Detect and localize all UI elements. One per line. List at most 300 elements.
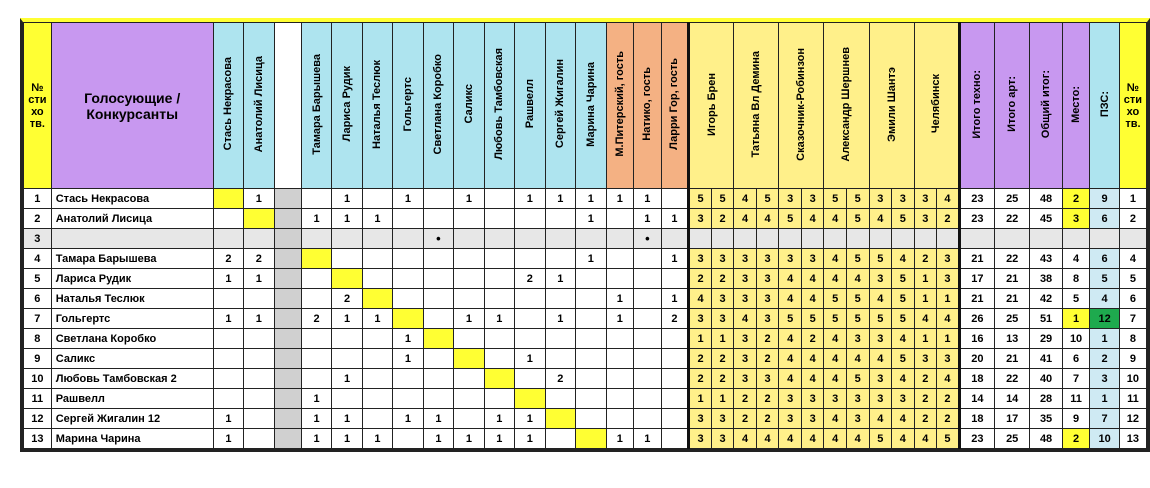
- vote-cell: [301, 369, 331, 389]
- vote-cell: [454, 269, 484, 289]
- vote-cell: 1: [545, 189, 575, 209]
- vote-cell: 1: [515, 349, 545, 369]
- place-cell: 6: [1062, 349, 1090, 369]
- jury-score-cell: 3: [756, 369, 779, 389]
- table-row: [24, 409, 1147, 429]
- vote-cell: 1: [244, 189, 274, 209]
- vote-cell: 1: [484, 409, 514, 429]
- jury-score-cell: 4: [824, 269, 847, 289]
- pzs-cell: 1: [1090, 389, 1120, 409]
- vote-cell: [213, 369, 243, 389]
- jury-score-cell: 4: [824, 209, 847, 229]
- art-total: 25: [995, 309, 1030, 329]
- row-num: 4: [24, 249, 52, 269]
- row-num: 1: [24, 189, 52, 209]
- jury-score-cell: 3: [779, 409, 802, 429]
- table-title: Голосующие / Конкурсанты: [51, 23, 213, 189]
- jury-header-1: [734, 23, 779, 189]
- pzs-cell: 12: [1090, 309, 1120, 329]
- guest-vote-cell: [606, 209, 634, 229]
- jury-score-cell: 4: [892, 409, 915, 429]
- vote-cell: [362, 389, 392, 409]
- jury-score-cell: 5: [711, 189, 734, 209]
- contestant-name: Анатолий Лисица: [51, 209, 213, 229]
- jury-header-4-label: Эмили Шантэ: [885, 66, 898, 142]
- tech-total: 18: [959, 369, 994, 389]
- vote-cell: [213, 349, 243, 369]
- guest-vote-cell: [606, 369, 634, 389]
- vote-cell: [484, 249, 514, 269]
- jury-score-cell: 2: [734, 409, 757, 429]
- jury-score-cell: 3: [734, 289, 757, 309]
- vote-cell: [515, 249, 545, 269]
- voter-header-12-label: Марина Чарина: [584, 61, 597, 147]
- jury-score-cell: 2: [756, 349, 779, 369]
- guest-vote-cell: [661, 189, 689, 209]
- num-header-right: № сти хо тв.: [1119, 23, 1146, 189]
- vote-cell: [545, 389, 575, 409]
- jury-score-cell: [756, 229, 779, 249]
- jury-score-cell: 5: [779, 309, 802, 329]
- vote-cell: [274, 409, 301, 429]
- num-header: № сти хо тв.: [24, 23, 52, 189]
- guest-vote-cell: 2: [661, 309, 689, 329]
- jury-score-cell: 4: [756, 209, 779, 229]
- jury-score-cell: 5: [937, 429, 960, 449]
- vote-cell: [576, 309, 606, 329]
- row-num-right: 6: [1119, 289, 1146, 309]
- guest-vote-cell: [661, 269, 689, 289]
- vote-cell: 1: [515, 409, 545, 429]
- results-table-frame: [20, 18, 1150, 452]
- jury-score-cell: 1: [914, 329, 937, 349]
- jury-score-cell: 3: [689, 209, 712, 229]
- overall-total: 45: [1030, 209, 1062, 229]
- jury-score-cell: 4: [801, 209, 824, 229]
- jury-score-cell: 4: [869, 209, 892, 229]
- jury-score-cell: 3: [689, 409, 712, 429]
- vote-cell: [213, 329, 243, 349]
- vote-cell: [484, 329, 514, 349]
- voter-header-0: [213, 23, 243, 189]
- jury-score-cell: 5: [869, 429, 892, 449]
- vote-cell: 1: [362, 429, 392, 449]
- jury-score-cell: 2: [914, 409, 937, 429]
- jury-score-cell: 4: [892, 429, 915, 449]
- contestant-name: Стась Некрасова: [51, 189, 213, 209]
- jury-score-cell: 5: [846, 369, 869, 389]
- pzs-cell: 7: [1090, 409, 1120, 429]
- voter-header-11: [545, 23, 575, 189]
- art-total: 22: [995, 369, 1030, 389]
- vote-cell: [332, 229, 362, 249]
- jury-score-cell: 5: [892, 309, 915, 329]
- vote-cell: [515, 289, 545, 309]
- jury-score-cell: 1: [711, 329, 734, 349]
- jury-score-cell: 4: [801, 429, 824, 449]
- table-row: [24, 289, 1147, 309]
- voter-header-12: [576, 23, 606, 189]
- jury-score-cell: 4: [846, 429, 869, 449]
- pzs-cell: 1: [1090, 329, 1120, 349]
- art-total: 25: [995, 429, 1030, 449]
- art-total: 21: [995, 269, 1030, 289]
- jury-score-cell: [846, 229, 869, 249]
- vote-cell: [393, 369, 423, 389]
- jury-score-cell: 3: [869, 389, 892, 409]
- guest-vote-cell: [661, 369, 689, 389]
- jury-score-cell: 1: [689, 329, 712, 349]
- contestant-name: [51, 229, 213, 249]
- total-header-2: [1030, 23, 1062, 189]
- jury-score-cell: 5: [892, 209, 915, 229]
- jury-score-cell: 3: [734, 369, 757, 389]
- jury-score-cell: 1: [711, 389, 734, 409]
- guest-vote-cell: 1: [606, 309, 634, 329]
- contestant-name: Рашвелл: [51, 389, 213, 409]
- voter-header-7: [423, 23, 453, 189]
- vote-cell: [213, 209, 243, 229]
- jury-score-cell: 2: [711, 209, 734, 229]
- jury-score-cell: 4: [689, 289, 712, 309]
- voter-header-5-label: Наталья Теслюк: [371, 59, 384, 149]
- vote-cell: [332, 329, 362, 349]
- jury-score-cell: 2: [689, 349, 712, 369]
- jury-score-cell: 4: [892, 249, 915, 269]
- vote-cell: 1: [301, 209, 331, 229]
- jury-score-cell: 3: [869, 189, 892, 209]
- tech-total: 23: [959, 209, 994, 229]
- guest-vote-cell: 1: [606, 429, 634, 449]
- pzs-cell: 4: [1090, 289, 1120, 309]
- table-row: [24, 349, 1147, 369]
- vote-cell: [274, 249, 301, 269]
- jury-score-cell: 3: [801, 249, 824, 269]
- contestant-name: Саликс: [51, 349, 213, 369]
- jury-score-cell: 3: [756, 289, 779, 309]
- jury-score-cell: 3: [689, 309, 712, 329]
- vote-cell: [454, 329, 484, 349]
- voter-header-6: [393, 23, 423, 189]
- jury-score-cell: 1: [937, 289, 960, 309]
- vote-cell: 1: [301, 409, 331, 429]
- overall-total: 40: [1030, 369, 1062, 389]
- vote-cell: [274, 349, 301, 369]
- row-num-right: 4: [1119, 249, 1146, 269]
- vote-cell: [545, 349, 575, 369]
- jury-score-cell: 3: [937, 249, 960, 269]
- vote-cell: [274, 289, 301, 309]
- row-num-right: 9: [1119, 349, 1146, 369]
- vote-cell: 1: [393, 409, 423, 429]
- contestant-name: Марина Чарина: [51, 429, 213, 449]
- vote-cell: 1: [244, 309, 274, 329]
- vote-cell: [545, 289, 575, 309]
- voter-header-10: [515, 23, 545, 189]
- jury-score-cell: [734, 229, 757, 249]
- vote-cell: [362, 409, 392, 429]
- overall-total: 38: [1030, 269, 1062, 289]
- row-num: 10: [24, 369, 52, 389]
- jury-score-cell: 4: [869, 409, 892, 429]
- vote-cell: [393, 289, 423, 309]
- tech-total: 20: [959, 349, 994, 369]
- vote-cell: 1: [244, 269, 274, 289]
- vote-cell: [301, 329, 331, 349]
- guest-vote-cell: [661, 349, 689, 369]
- vote-cell: [545, 429, 575, 449]
- jury-score-cell: 1: [689, 389, 712, 409]
- voter-header-9: [484, 23, 514, 189]
- jury-score-cell: 4: [824, 369, 847, 389]
- guest-vote-cell: [634, 329, 662, 349]
- voter-header-1: [244, 23, 274, 189]
- jury-score-cell: 5: [846, 209, 869, 229]
- guest-vote-cell: [634, 309, 662, 329]
- jury-header-5-label: Челябинск: [930, 74, 943, 134]
- table-row: [24, 209, 1147, 229]
- place-cell: 2: [1062, 189, 1090, 209]
- jury-score-cell: 5: [824, 309, 847, 329]
- jury-score-cell: 5: [869, 249, 892, 269]
- jury-score-cell: [711, 229, 734, 249]
- jury-score-cell: 4: [869, 289, 892, 309]
- vote-cell: [423, 269, 453, 289]
- total-header-1-label: Итого арт:: [1006, 76, 1019, 132]
- vote-cell: [576, 289, 606, 309]
- row-num: 13: [24, 429, 52, 449]
- row-num-right: 7: [1119, 309, 1146, 329]
- vote-cell: 1: [213, 409, 243, 429]
- tech-total: 23: [959, 189, 994, 209]
- jury-score-cell: 3: [779, 249, 802, 269]
- vote-cell: 1: [393, 189, 423, 209]
- vote-cell: 1: [515, 429, 545, 449]
- vote-cell: 1: [484, 429, 514, 449]
- place-cell: 9: [1062, 409, 1090, 429]
- row-num-right: [1119, 229, 1146, 249]
- jury-score-cell: 4: [937, 189, 960, 209]
- vote-cell: 1: [301, 389, 331, 409]
- total-header-3-label: Место:: [1070, 85, 1083, 123]
- voter-header-11-label: Сергей Жигалин: [554, 59, 567, 149]
- guest-vote-cell: 1: [661, 209, 689, 229]
- jury-score-cell: 3: [734, 329, 757, 349]
- guest-vote-cell: 1: [634, 209, 662, 229]
- jury-score-cell: 3: [937, 269, 960, 289]
- jury-score-cell: [801, 229, 824, 249]
- vote-cell: 1: [393, 349, 423, 369]
- vote-cell: [274, 229, 301, 249]
- jury-header-0-label: Игорь Брен: [705, 72, 718, 136]
- vote-cell: [576, 229, 606, 249]
- vote-cell: 1: [332, 369, 362, 389]
- vote-cell: 2: [213, 249, 243, 269]
- tech-total: 18: [959, 409, 994, 429]
- vote-cell: [423, 209, 453, 229]
- jury-score-cell: 4: [734, 429, 757, 449]
- vote-cell: 1: [362, 209, 392, 229]
- voter-header-10-label: Рашвелл: [523, 79, 536, 129]
- guest-vote-cell: [606, 409, 634, 429]
- jury-score-cell: 3: [689, 429, 712, 449]
- vote-cell: [301, 349, 331, 369]
- voter-header-0-label: Стась Некрасова: [222, 57, 235, 151]
- guest-header-1-label: Натико, гость: [641, 67, 654, 141]
- jury-score-cell: 3: [756, 249, 779, 269]
- vote-cell: [332, 249, 362, 269]
- jury-score-cell: 3: [801, 389, 824, 409]
- jury-score-cell: 5: [756, 189, 779, 209]
- guest-vote-cell: [634, 349, 662, 369]
- vote-cell: 1: [213, 309, 243, 329]
- jury-score-cell: 2: [937, 409, 960, 429]
- vote-cell: 1: [332, 409, 362, 429]
- jury-score-cell: 4: [801, 289, 824, 309]
- vote-cell: 2: [515, 269, 545, 289]
- jury-score-cell: 3: [869, 329, 892, 349]
- vote-cell: [213, 189, 243, 209]
- table-row: [24, 229, 1147, 249]
- table-row: [24, 329, 1147, 349]
- vote-cell: [362, 289, 392, 309]
- pzs-cell: 9: [1090, 189, 1120, 209]
- art-total: 13: [995, 329, 1030, 349]
- vote-cell: [393, 229, 423, 249]
- vote-cell: [332, 389, 362, 409]
- jury-score-cell: 3: [689, 249, 712, 269]
- contestant-name: Наталья Теслюк: [51, 289, 213, 309]
- jury-score-cell: 3: [734, 249, 757, 269]
- vote-cell: [244, 349, 274, 369]
- jury-score-cell: 5: [869, 309, 892, 329]
- jury-header-2-label: Сказочник-Робинзон: [795, 47, 808, 161]
- vote-cell: [362, 349, 392, 369]
- jury-score-cell: 3: [756, 309, 779, 329]
- place-cell: 3: [1062, 209, 1090, 229]
- contestant-name: Лариса Рудик: [51, 269, 213, 289]
- guest-vote-cell: 1: [606, 289, 634, 309]
- jury-score-cell: 3: [824, 389, 847, 409]
- guest-header-2: [661, 23, 689, 189]
- vote-cell: [515, 309, 545, 329]
- vote-cell: 1: [545, 269, 575, 289]
- jury-score-cell: 3: [914, 349, 937, 369]
- vote-cell: [274, 269, 301, 289]
- voter-header-7-label: Светлана Коробко: [432, 53, 445, 155]
- jury-score-cell: 5: [689, 189, 712, 209]
- guest-header-0-label: М.Питерский, гость: [613, 51, 626, 157]
- vote-cell: [244, 389, 274, 409]
- overall-total: 43: [1030, 249, 1062, 269]
- tech-total: 16: [959, 329, 994, 349]
- pzs-cell: 6: [1090, 209, 1120, 229]
- vote-cell: [423, 349, 453, 369]
- row-num: 8: [24, 329, 52, 349]
- jury-score-cell: 2: [756, 389, 779, 409]
- voter-header-8: [454, 23, 484, 189]
- jury-score-cell: 4: [937, 309, 960, 329]
- jury-score-cell: 3: [914, 189, 937, 209]
- vote-cell: [423, 369, 453, 389]
- art-total: 21: [995, 349, 1030, 369]
- jury-score-cell: 3: [846, 329, 869, 349]
- row-num: 5: [24, 269, 52, 289]
- jury-score-cell: 2: [801, 329, 824, 349]
- jury-score-cell: 4: [892, 329, 915, 349]
- place-cell: 10: [1062, 329, 1090, 349]
- contestant-name: Любовь Тамбовская 2: [51, 369, 213, 389]
- voter-header-4: [332, 23, 362, 189]
- jury-score-cell: 3: [734, 349, 757, 369]
- vote-cell: [484, 389, 514, 409]
- jury-score-cell: 4: [779, 369, 802, 389]
- vote-cell: 1: [484, 309, 514, 329]
- jury-score-cell: [689, 229, 712, 249]
- vote-cell: 1: [301, 429, 331, 449]
- vote-cell: [332, 349, 362, 369]
- jury-score-cell: 5: [892, 289, 915, 309]
- vote-cell: [545, 209, 575, 229]
- place-cell: 8: [1062, 269, 1090, 289]
- guest-vote-cell: [606, 349, 634, 369]
- jury-score-cell: 4: [846, 349, 869, 369]
- guest-vote-cell: [661, 429, 689, 449]
- jury-score-cell: [869, 229, 892, 249]
- jury-score-cell: 5: [801, 309, 824, 329]
- vote-cell: [576, 369, 606, 389]
- vote-cell: 1: [515, 189, 545, 209]
- guest-vote-cell: [606, 229, 634, 249]
- jury-score-cell: 4: [937, 369, 960, 389]
- row-num-right: 10: [1119, 369, 1146, 389]
- vote-cell: [213, 389, 243, 409]
- jury-score-cell: 2: [937, 389, 960, 409]
- jury-score-cell: 5: [846, 289, 869, 309]
- row-num-right: 12: [1119, 409, 1146, 429]
- jury-score-cell: 4: [779, 269, 802, 289]
- vote-cell: [274, 329, 301, 349]
- contestant-name: Сергей Жигалин 12: [51, 409, 213, 429]
- vote-cell: [393, 269, 423, 289]
- jury-score-cell: [937, 229, 960, 249]
- vote-cell: [423, 289, 453, 309]
- jury-score-cell: 2: [756, 329, 779, 349]
- guest-vote-cell: 1: [606, 189, 634, 209]
- vote-cell: [576, 389, 606, 409]
- guest-vote-cell: [661, 329, 689, 349]
- vote-cell: [362, 229, 392, 249]
- row-num-right: 11: [1119, 389, 1146, 409]
- vote-cell: [362, 249, 392, 269]
- jury-score-cell: 5: [892, 349, 915, 369]
- vote-cell: 1: [213, 269, 243, 289]
- guest-vote-cell: [606, 269, 634, 289]
- jury-score-cell: 1: [914, 269, 937, 289]
- tech-total: 17: [959, 269, 994, 289]
- vote-cell: [301, 229, 331, 249]
- vote-cell: 1: [576, 189, 606, 209]
- jury-score-cell: 4: [824, 409, 847, 429]
- row-num-right: 5: [1119, 269, 1146, 289]
- tech-total: 21: [959, 289, 994, 309]
- row-num-right: 2: [1119, 209, 1146, 229]
- place-cell: [1062, 229, 1090, 249]
- art-total: 22: [995, 249, 1030, 269]
- jury-score-cell: 3: [801, 189, 824, 209]
- voter-header-3-label: Тамара Барышева: [310, 53, 323, 155]
- vote-cell: [423, 329, 453, 349]
